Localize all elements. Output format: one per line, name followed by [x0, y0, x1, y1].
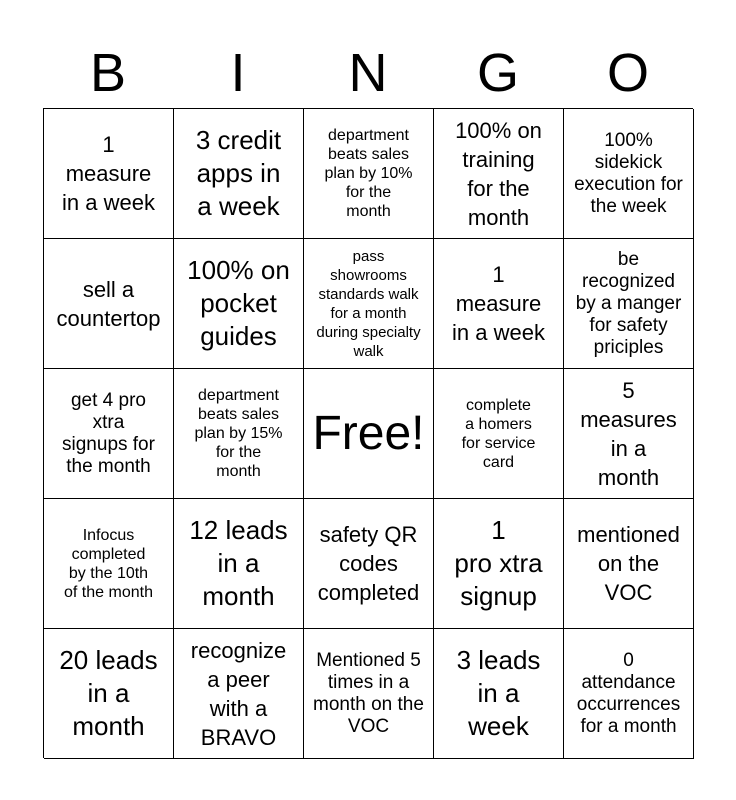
cell-text: pass showrooms standards walk for a month during specialty walk [316, 247, 421, 360]
cell-text: department beats sales plan by 10% for the month [324, 127, 413, 220]
cell-text: 3 credit apps in a week [195, 125, 282, 221]
bingo-cell[interactable] [434, 499, 564, 629]
bingo-cell[interactable] [304, 629, 434, 759]
cell-text: be recognized by a manger for safety priciples [575, 248, 682, 358]
bingo-cell[interactable] [44, 499, 174, 629]
bingo-cell[interactable] [44, 109, 174, 239]
bingo-cell[interactable] [44, 369, 174, 499]
bingo-cell[interactable] [434, 109, 564, 239]
bingo-cell[interactable] [564, 629, 694, 759]
cell-text: safety QR codes completed [317, 522, 420, 605]
cell-text: 20 leads in a month [59, 645, 158, 741]
header-letter-i: I [230, 43, 246, 103]
bingo-cell[interactable] [434, 629, 564, 759]
cell-text: 5 measures in a month [580, 377, 677, 490]
cell-text: 100% on training for the month [455, 117, 542, 230]
cell-text: 0 attendance occurrences for a month [576, 649, 681, 737]
cell-text: 12 leads in a month [189, 515, 288, 611]
bingo-cell[interactable] [564, 239, 694, 369]
cell-text: sell a countertop [56, 276, 161, 331]
bingo-cell[interactable] [564, 499, 694, 629]
bingo-cell[interactable] [564, 109, 694, 239]
cell-text: 1 measure in a week [62, 132, 155, 215]
bingo-cell[interactable] [44, 239, 174, 369]
cell-text: recognize a peer with a BRAVO [190, 637, 287, 750]
cell-text: 1 pro xtra signup [454, 515, 543, 611]
bingo-cell[interactable] [434, 369, 564, 499]
cell-text: 3 leads in a week [456, 645, 541, 741]
free-space-text: Free! [312, 406, 425, 460]
bingo-cell[interactable] [304, 499, 434, 629]
cell-text: 100% on pocket guides [187, 255, 290, 351]
bingo-cell[interactable] [304, 109, 434, 239]
bingo-cell[interactable] [304, 239, 434, 369]
free-space-cell[interactable] [304, 369, 434, 499]
bingo-cell[interactable] [174, 369, 304, 499]
cell-text: 100% sidekick execution for the week [574, 129, 683, 217]
bingo-cell[interactable] [174, 499, 304, 629]
bingo-cell[interactable] [434, 239, 564, 369]
bingo-cell[interactable] [564, 369, 694, 499]
bingo-card-grid [43, 108, 693, 758]
header-letter-n: N [348, 43, 388, 103]
cell-text: Infocus completed by the 10th of the month [64, 526, 153, 601]
cell-text: Mentioned 5 times in a month on the VOC [313, 649, 424, 737]
cell-text: mentioned on the VOC [577, 522, 680, 605]
header-letter-b: B [89, 43, 127, 103]
header-letter-g: G [476, 43, 519, 103]
header-letter-o: O [606, 43, 649, 103]
bingo-header [43, 40, 693, 106]
cell-text: 1 measure in a week [452, 262, 545, 345]
cell-text: get 4 pro xtra signups for the month [62, 389, 155, 477]
bingo-cell[interactable] [44, 629, 174, 759]
bingo-cell[interactable] [174, 239, 304, 369]
bingo-cell[interactable] [174, 629, 304, 759]
cell-text: complete a homers for service card [461, 396, 536, 471]
bingo-cell[interactable] [174, 109, 304, 239]
cell-text: department beats sales plan by 15% for the month [194, 387, 283, 480]
